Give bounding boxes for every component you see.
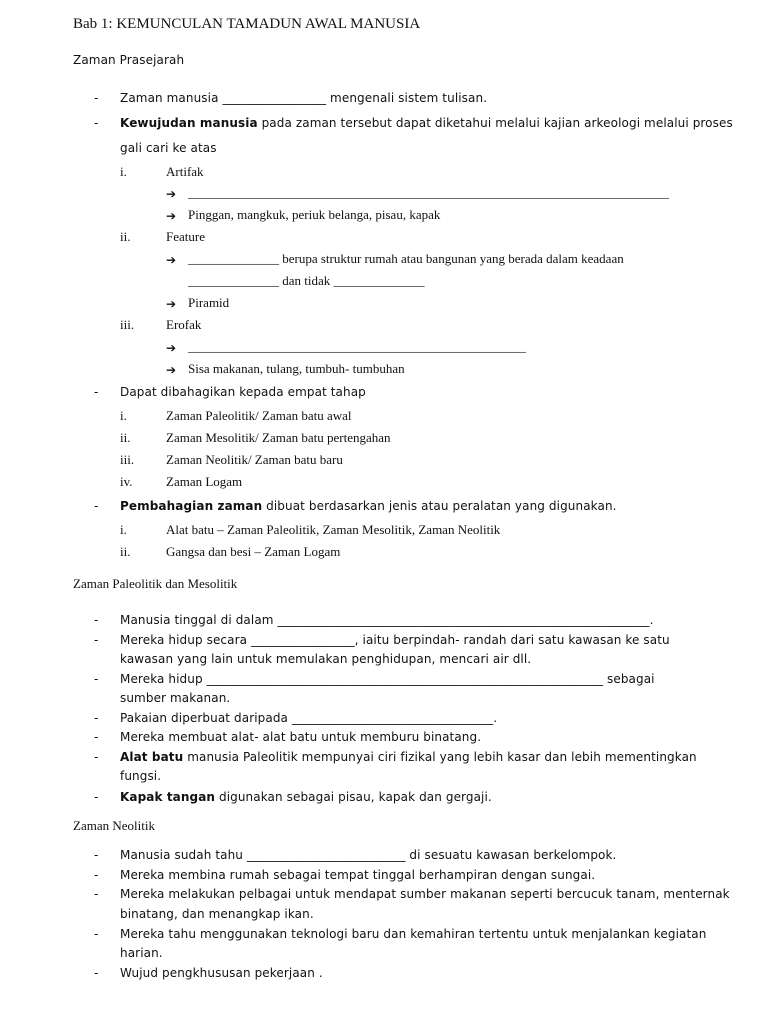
list-item: Dapat dibahagikan kepada empat tahap — [120, 385, 366, 399]
list-item: Manusia tinggal di dalam _____________________________________________________________. — [120, 613, 654, 627]
list-item: Mereka hidup _________________________________________________________________ sebagai — [120, 672, 655, 686]
list-item: Mereka membina rumah sebagai tempat tinggal berhampiran dengan sungai. — [120, 868, 596, 882]
list-item: Pakaian diperbuat daripada _________________________________. — [120, 711, 498, 725]
arrow-icon: ➔ — [166, 363, 177, 377]
arrow-item-continuation: ______________ dan tidak ______________ — [188, 273, 425, 288]
bold-term: Kapak tangan — [120, 790, 216, 804]
list-item — [120, 498, 617, 514]
section-heading-neolitik: Zaman Neolitik — [73, 818, 155, 833]
list-item: Mereka tahu menggunakan teknologi baru dan kemahiran tertentu untuk menjalankan kegiatan — [120, 927, 707, 941]
bullet-dash: - — [94, 927, 99, 941]
sub-heading-erofak: Erofak — [166, 317, 202, 332]
section-heading-paleolitik: Zaman Paleolitik dan Mesolitik — [73, 576, 238, 591]
list-item: Mereka melakukan pelbagai untuk mendapat sumber makanan seperti bercucuk tanam, menternak — [120, 887, 730, 901]
arrow-icon: ➔ — [166, 297, 177, 311]
bullet-dash: - — [94, 633, 99, 647]
roman-numeral: i. — [120, 522, 127, 537]
numbered-item: Gangsa dan besi – Zaman Logam — [166, 544, 341, 559]
bullet-dash: - — [94, 868, 99, 882]
list-item: Mereka hidup secara _________________, iaitu berpindah- randah dari satu kawasan ke satu — [120, 633, 670, 647]
bullet-dash: - — [94, 966, 99, 980]
numbered-item: Zaman Logam — [166, 474, 243, 489]
list-item-continuation: gali cari ke atas — [120, 141, 217, 155]
bullet-dash: - — [94, 711, 99, 725]
item-text: digunakan sebagai pisau, kapak dan gergaji. — [215, 790, 492, 804]
item-text: manusia Paleolitik mempunyai ciri fizikal yang lebih kasar dan lebih mementingkan — [183, 750, 697, 764]
sub-heading-artifak: Artifak — [166, 164, 204, 179]
list-item: Mereka membuat alat- alat batu untuk memburu binatang. — [120, 730, 482, 744]
bullet-dash: - — [94, 750, 99, 764]
roman-numeral: ii. — [120, 430, 131, 445]
list-item-continuation: fungsi. — [120, 769, 162, 783]
list-item — [120, 789, 492, 805]
list-item — [120, 115, 733, 131]
bullet-dash: - — [94, 385, 99, 399]
item-text: pada zaman tersebut dapat diketahui melalui kajian arkeologi melalui proses — [257, 116, 733, 130]
roman-numeral: ii. — [120, 544, 131, 559]
numbered-item: Zaman Neolitik/ Zaman batu baru — [166, 452, 343, 467]
roman-numeral: iii. — [120, 317, 135, 332]
arrow-icon: ➔ — [166, 341, 177, 355]
list-item — [120, 749, 697, 765]
bullet-dash: - — [94, 848, 99, 862]
roman-numeral: iii. — [120, 452, 135, 467]
arrow-item: ______________ berupa struktur rumah atau bangunan yang berada dalam keadaan — [188, 251, 624, 266]
section-heading-prasejarah: Zaman Prasejarah — [73, 53, 185, 67]
arrow-icon: ➔ — [166, 253, 177, 267]
list-item: Manusia sudah tahu __________________________ di sesuatu kawasan berkelompok. — [120, 848, 617, 862]
bullet-dash: - — [94, 116, 99, 130]
blank-line: ____________________________________________________ — [188, 339, 526, 354]
arrow-item: Piramid — [188, 295, 230, 310]
numbered-item: Zaman Mesolitik/ Zaman batu pertengahan — [166, 430, 391, 445]
bullet-dash: - — [94, 730, 99, 744]
arrow-item: Pinggan, mangkuk, periuk belanga, pisau, kapak — [188, 207, 441, 222]
bullet-dash: - — [94, 499, 99, 513]
list-item-continuation: kawasan yang lain untuk memulakan penghidupan, mencari air dll. — [120, 652, 532, 666]
sub-heading-feature: Feature — [166, 229, 205, 244]
list-item-continuation: sumber makanan. — [120, 691, 231, 705]
roman-numeral: i. — [120, 408, 127, 423]
roman-numeral: ii. — [120, 229, 131, 244]
bullet-dash: - — [94, 91, 99, 105]
bullet-dash: - — [94, 790, 99, 804]
bullet-dash: - — [94, 887, 99, 901]
list-item-continuation: harian. — [120, 946, 163, 960]
page-title: Bab 1: KEMUNCULAN TAMADUN AWAL MANUSIA — [73, 16, 421, 32]
list-item: Zaman manusia _________________ mengenali sistem tulisan. — [120, 91, 488, 105]
roman-numeral: i. — [120, 164, 127, 179]
arrow-icon: ➔ — [166, 187, 177, 201]
item-text: dibuat berdasarkan jenis atau peralatan yang digunakan. — [262, 499, 617, 513]
numbered-item: Alat batu – Zaman Paleolitik, Zaman Mesolitik, Zaman Neolitik — [166, 522, 501, 537]
bold-term: Kewujudan manusia — [120, 116, 258, 130]
roman-numeral: iv. — [120, 474, 133, 489]
arrow-item: Sisa makanan, tulang, tumbuh- tumbuhan — [188, 361, 405, 376]
list-item: Wujud pengkhususan pekerjaan . — [120, 966, 323, 980]
blank-line: __________________________________________________________________________ — [188, 185, 669, 200]
numbered-item: Zaman Paleolitik/ Zaman batu awal — [166, 408, 352, 423]
arrow-icon: ➔ — [166, 209, 177, 223]
list-item-continuation: binatang, dan menangkap ikan. — [120, 907, 314, 921]
bullet-dash: - — [94, 672, 99, 686]
bold-term: Alat batu — [120, 750, 184, 764]
bold-term: Pembahagian zaman — [120, 499, 263, 513]
bullet-dash: - — [94, 613, 99, 627]
